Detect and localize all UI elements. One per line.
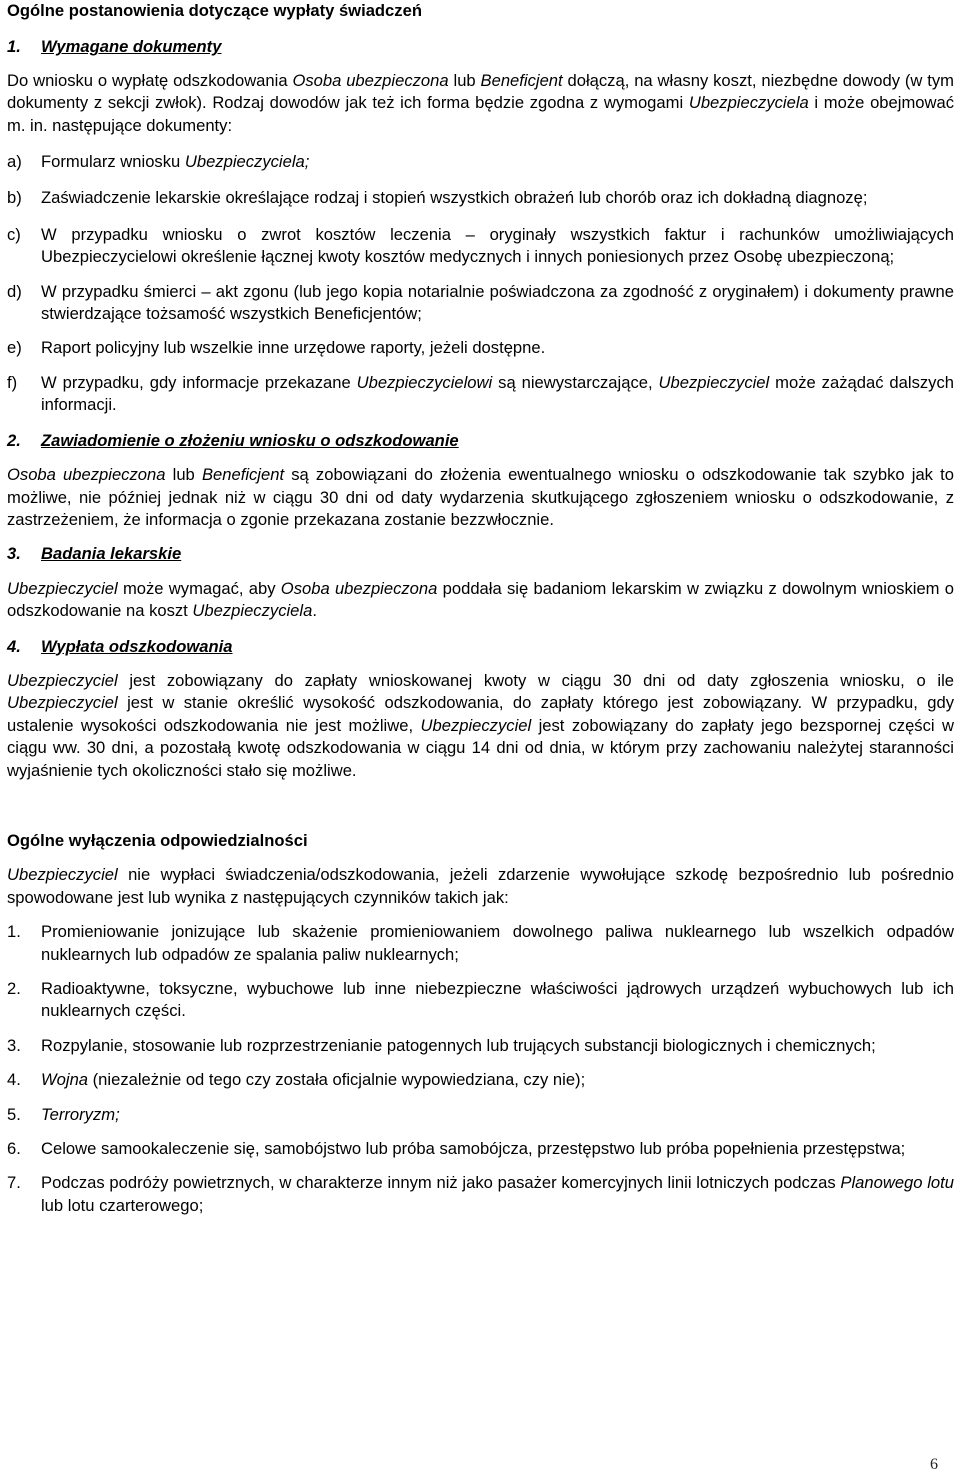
text-run: są zobowiązani do złożenia ewentualnego wniosku o odszkodowanie tak szybko jak to możliwe, nie później jednak niż w ciągu 30 dni od daty wydarzenia skutkującego zgłoszeniem wniosku o odszkodowanie, z zastrzeżeniem, że informacja o zgonie przekazana zostanie bezzwłocznie. <box>7 465 954 529</box>
italic-term: Beneficjent <box>201 465 285 485</box>
text-run: Podczas podróży powietrznych, w charakterze innym niż jako pasażer komercyjnych linii lotniczych podczas <box>41 1173 841 1193</box>
text-run: nie wypłaci świadczenia/odszkodowania, jeżeli zdarzenie wywołujące szkodę bezpośrednio lub pośrednio spowodowane jest lub wynika z następujących czynników takich jak: <box>7 865 954 907</box>
required-document-item-label: a) <box>7 152 22 172</box>
required-document-item-text <box>41 151 954 173</box>
italic-term: Wojna <box>41 1070 89 1090</box>
text-run: Zaświadczenie lekarskie określające rodzaj i stopień wszystkich obrażeń lub chorób oraz ich dokładną diagnozę; <box>41 188 868 208</box>
text-run: Raport policyjny lub wszelkie inne urzędowe raporty, jeżeli dostępne. <box>41 338 546 358</box>
italic-term: Osoba ubezpieczona <box>292 70 449 90</box>
exclusion-item-text <box>41 1104 954 1126</box>
exclusion-item-text <box>41 1138 954 1160</box>
text-run: dołączą, na własny koszt, niezbędne dowody (w tym dokumenty z sekcji zwłok). Rodzaj dowodów jak też ich forma będzie zgodna z wymogami <box>7 70 954 113</box>
italic-term: Ubezpieczyciel <box>7 670 118 690</box>
italic-term: Ubezpieczyciel <box>7 578 118 598</box>
text-run: Radioaktywne, toksyczne, wybuchowe lub inne niebezpieczne właściwości jądrowych urządzeń wybuchowych lub ich nuklearnych części. <box>41 979 954 1021</box>
italic-term: Ubezpieczyciela <box>688 93 809 113</box>
text-run: W przypadku wniosku o zwrot kosztów leczenia – oryginały wszystkich faktur i rachunków umożliwiających Ubezpieczycielowi określenie łącznej kwoty kosztów medycznych i innych poniesionych przez Osobę ubezpieczoną; <box>41 224 954 267</box>
exclusion-item <box>7 1069 954 1091</box>
exclusion-item <box>7 978 954 1023</box>
required-document-item-text <box>41 372 954 417</box>
section-2-heading: 2. Zawiadomienie o złożeniu wniosku o odszkodowanie <box>7 430 459 450</box>
text-run: lub <box>165 465 202 485</box>
text-run: i może obejmować m. in. następujące dokumenty: <box>7 93 954 135</box>
required-document-item-label: b) <box>7 188 22 208</box>
required-document-item-label: e) <box>7 338 22 358</box>
document-page <box>7 0 954 1217</box>
exclusion-item-label: 2. <box>7 979 21 998</box>
required-document-item-text <box>41 224 954 269</box>
required-document-item <box>7 281 954 326</box>
exclusion-item-text <box>41 921 954 966</box>
exclusions-list <box>7 921 954 1217</box>
section-1-heading: 1. Wymagane dokumenty <box>7 37 222 57</box>
exclusion-item <box>7 1035 954 1057</box>
italic-term: Osoba ubezpieczona <box>7 465 166 485</box>
section-3-text <box>7 578 954 623</box>
required-document-item-label: c) <box>7 224 21 244</box>
italic-term: Planowego lotu <box>840 1173 954 1193</box>
text-run: W przypadku, gdy informacje przekazane <box>41 372 357 392</box>
italic-term: Ubezpieczyciel <box>420 715 532 735</box>
required-document-item <box>7 224 954 269</box>
main-heading: Ogólne postanowienia dotyczące wypłaty świadczeń <box>7 1 422 20</box>
exclusions-heading: Ogólne wyłączenia odpowiedzialności <box>7 830 308 850</box>
required-document-item-text <box>41 337 954 359</box>
exclusion-item-text <box>41 978 954 1023</box>
text-run: . <box>312 601 317 621</box>
text-run: Do wniosku o wypłatę odszkodowania <box>7 70 293 90</box>
exclusion-item-label: 1. <box>7 922 21 942</box>
required-document-item <box>7 187 954 209</box>
section-4-text <box>7 670 954 782</box>
text-run: są niewystarczające, <box>492 372 659 392</box>
exclusion-item-label: 7. <box>7 1173 21 1193</box>
section-1-intro <box>7 70 954 137</box>
exclusion-item-label: 3. <box>7 1035 21 1055</box>
exclusions-intro <box>7 864 954 909</box>
italic-term: Ubezpieczyciel <box>7 865 118 885</box>
exclusion-item-label: 4. <box>7 1070 21 1090</box>
exclusion-item <box>7 921 954 966</box>
section-4-heading: 4. Wypłata odszkodowania <box>7 636 233 656</box>
text-run: W przypadku śmierci – akt zgonu (lub jego kopia notarialnie poświadczona za zgodność z oryginałem) i dokumenty prawne stwierdzające tożsamość wszystkich Beneficjentów; <box>41 281 954 324</box>
italic-term: Ubezpieczyciela <box>192 601 313 621</box>
required-document-item-text <box>41 281 954 326</box>
required-document-item-label: d) <box>7 281 22 301</box>
text-run: jest w stanie określić wysokość odszkodowania, do zapłaty którego jest zobowiązany. W przypadku, gdy ustalenie wysokości odszkodowania nie jest możliwe, <box>7 693 954 735</box>
exclusion-item-text <box>41 1069 954 1091</box>
text-run: Celowe samookaleczenie się, samobójstwo lub próba samobójcza, przestępstwo lub próba popełnienia przestępstwa; <box>41 1139 906 1159</box>
text-run: lub <box>448 70 481 90</box>
exclusion-item <box>7 1172 954 1217</box>
exclusion-item <box>7 1104 954 1126</box>
italic-term: Beneficjent <box>480 70 563 90</box>
section-3-heading: 3. Badania lekarskie <box>7 544 182 564</box>
text-run: Formularz wniosku <box>41 152 185 172</box>
text-run: Promieniowanie jonizujące lub skażenie promieniowaniem dowolnego paliwa nuklearnego lub wszelkich odpadów nuklearnych lub odpadów ze spalania paliw nuklearnych; <box>41 922 954 964</box>
text-run: poddała się badaniom lekarskim w związku z dowolnym wnioskiem o odszkodowanie na koszt <box>7 578 955 621</box>
exclusion-item <box>7 1138 954 1160</box>
text-run: Rozpylanie, stosowanie lub rozprzestrzenianie patogennych lub trujących substancji biologicznych i chemicznych; <box>41 1035 876 1055</box>
required-document-item <box>7 337 954 359</box>
page-number: 6 <box>930 1455 938 1473</box>
exclusion-item-text <box>41 1172 954 1217</box>
italic-term: Ubezpieczycielowi <box>356 372 493 392</box>
exclusion-item-label: 6. <box>7 1139 21 1159</box>
text-run: jest zobowiązany do zapłaty jego bezspornej części w ciągu ww. 30 dni, a pozostałą kwotę odszkodowania w ciągu 14 dni od dnia, w którym przy zachowaniu należytej staranności wyjaśnienie tych okoliczności stało się możliwe. <box>7 715 954 780</box>
text-run: lub lotu czarterowego; <box>41 1195 204 1215</box>
italic-term: Terroryzm; <box>41 1104 120 1124</box>
italic-term: Ubezpieczyciela; <box>184 152 310 172</box>
required-document-item <box>7 151 954 173</box>
text-run: może wymagać, aby <box>117 578 281 598</box>
section-2-text <box>7 464 954 531</box>
required-document-item <box>7 372 954 417</box>
exclusion-item-text <box>41 1035 954 1057</box>
text-run: jest zobowiązany do zapłaty wnioskowanej kwoty w ciągu 30 dni od daty zgłoszenia wniosku, o ile <box>117 670 954 690</box>
italic-term: Ubezpieczyciel <box>658 372 770 392</box>
exclusion-item-label: 5. <box>7 1104 21 1124</box>
text-run: (niezależnie od tego czy została oficjalnie wypowiedziana, czy nie); <box>88 1070 586 1090</box>
required-document-item-label: f) <box>7 372 18 392</box>
italic-term: Ubezpieczyciel <box>7 693 118 713</box>
italic-term: Osoba ubezpieczona <box>280 578 438 598</box>
required-documents-list <box>7 151 954 417</box>
text-run: może zażądać dalszych informacji. <box>41 372 954 415</box>
required-document-item-text <box>41 187 954 209</box>
